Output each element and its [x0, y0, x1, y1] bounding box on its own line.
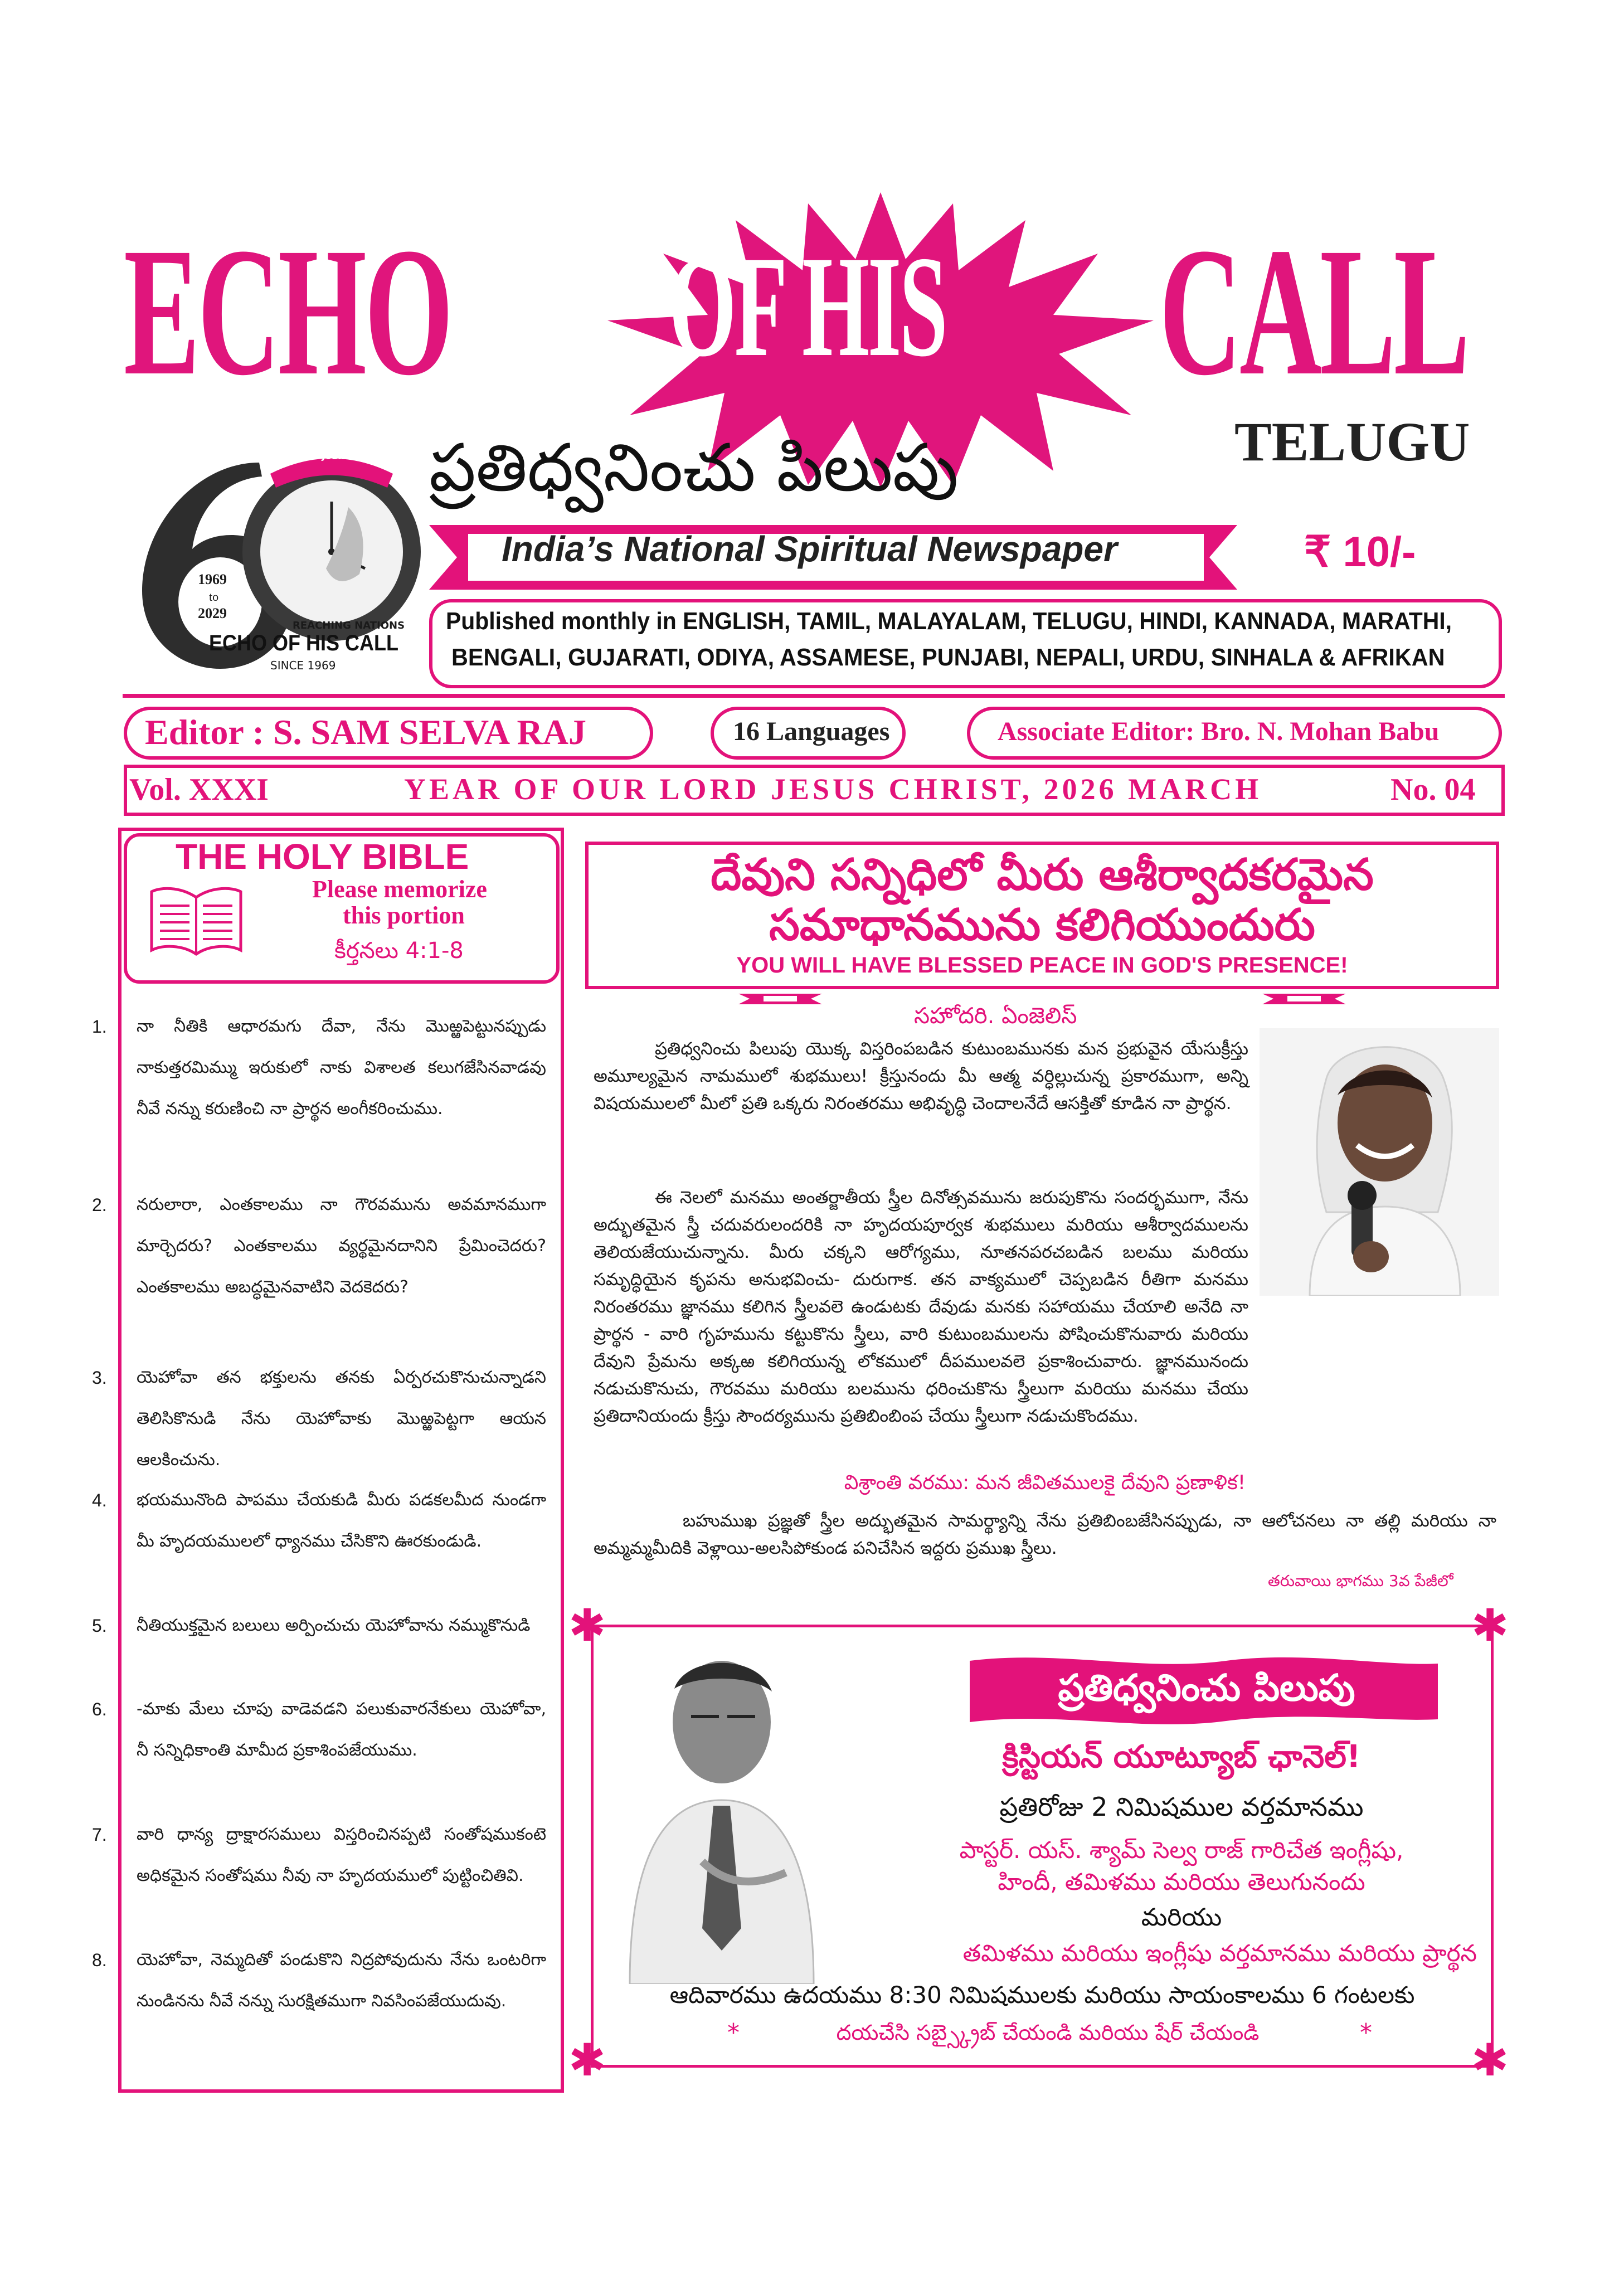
star-icon: ✱: [1471, 1599, 1509, 1651]
languages-line-1: Published monthly in ENGLISH, TAMIL, MALAYALAM, TELUGU, HINDI, KANNADA, MARATHI,: [446, 607, 1452, 635]
continued-note: తరువాయి భాగము 3వ పేజీలో: [1268, 1572, 1453, 1590]
bible-subtitle-2: this portion: [343, 902, 465, 929]
open-book-icon: [146, 881, 246, 959]
headline-line-1: దేవుని సన్నిధిలో మీరు ఆశీర్వాదకరమైన: [711, 850, 1374, 900]
verse-4: [92, 1480, 546, 1562]
channel-tamil-english: తమిళము మరియు ఇంగ్లీషు వర్తమానము మరియు ప్రార్థన: [962, 1939, 1477, 1967]
verse-text: నీతియుక్తమైన బలులు అర్పించుచు యెహోవాను నమ్ముకొనుడి: [137, 1616, 531, 1635]
verse-number: 5.: [92, 1616, 107, 1636]
jubilee-banner: DIAMOND JUBILEE: [273, 451, 358, 461]
verse-3: [92, 1357, 546, 1481]
headline-english: YOU WILL HAVE BLESSED PEACE IN GOD'S PRESENCE!: [736, 953, 1348, 978]
issue-year: YEAR OF OUR LORD JESUS CHRIST, 2026 MARCH: [404, 772, 1262, 806]
bible-title: THE HOLY BIBLE: [176, 837, 469, 877]
bible-subtitle-1: Please memorize: [312, 876, 487, 903]
star-icon: ✱: [568, 2034, 606, 2086]
verse-6: [92, 1689, 546, 1771]
verse-7: [92, 1814, 546, 1897]
ornament-left: [738, 989, 822, 1009]
article-body-main: [594, 1184, 1496, 1430]
article-paragraph-3: బహుముఖ ప్రజ్ఞతో స్త్రీల అద్భుతమైన సామర్థ్యాన్ని నేను ప్రతిబింబజేసినప్పుడు, నా ఆలోచనలు నా తల్లి మరియు నా అమ్మమ్మమీదికి వెళ్లాయి-అలసిపోకుండ పనిచేసిన ఇద్దరు ప్రముఖ స్త్రీలు.: [594, 1511, 1496, 1558]
verse-number: 1.: [92, 1017, 107, 1037]
jubilee-name: ECHO OF HIS CALL: [209, 631, 399, 655]
subscribe-star-icon: *: [727, 2019, 740, 2047]
verse-number: 3.: [92, 1368, 107, 1388]
verse-number: 4.: [92, 1490, 107, 1510]
verse-text: యెహోవా, నెమ్మదితో పండుకొని నిద్రపోవుదును నేను ఒంటరిగా నుండినను నీవే నన్ను సురక్షితముగా నివసింపజేయుదువు.: [137, 1950, 546, 2011]
verse-text: నరులారా, ఎంతకాలము నా గౌరవమును అవమానముగా మార్చెదరు? ఎంతకాలము వ్యర్థమైనదానిని ప్రేమించెదరు? ఎంతకాలము అబద్ధమైనవాటిని వెదకెదరు?: [137, 1195, 546, 1297]
verse-number: 7.: [92, 1825, 107, 1845]
jubilee-years-end: 2029: [198, 605, 227, 621]
verse-5: [92, 1605, 546, 1646]
channel-subscribe: దయచేసి సబ్స్క్రైబ్ చేయండి మరియు షేర్ చేయండి: [836, 2020, 1260, 2045]
pastor-photo: [607, 1639, 847, 1984]
verse-text: యెహోవా తన భక్తులను తనకు ఏర్పరచుకొనుచున్నాడని తెలిసికొనుడి నేను యెహోవాకు మొఱ్ఱపెట్టగా ఆయన ఆలకించును.: [137, 1368, 546, 1470]
jubilee-reaching: REACHING NATIONS: [293, 620, 405, 631]
bible-reference: కీర్తనలు 4:1-8: [334, 938, 464, 964]
masthead-echo: ECHO: [124, 210, 451, 414]
channel-pastor-line-2: హిందీ, తమిళము మరియు తెలుగునందు: [998, 1868, 1365, 1895]
verse-text: భయమునొంది పాపము చేయకుడి మీరు పడకలమీద నుండగా మీ హృదయములలో ధ్యానము చేసికొని ఊరకుండుడి.: [137, 1490, 546, 1551]
editor-name: Editor : S. SAM SELVA RAJ: [145, 712, 586, 752]
channel-name: క్రిస్టియన్ యూట్యూబ్ ఛానెల్!: [1002, 1739, 1361, 1775]
headline-line-2: సమాధానమును కలిగియుందురు: [769, 900, 1315, 950]
jubilee-since: SINCE 1969: [270, 659, 336, 672]
verse-8: [92, 1939, 546, 2022]
jubilee-years-from: 1969: [198, 571, 227, 587]
languages-count: 16 Languages: [733, 717, 890, 746]
tagline: India’s National Spiritual Newspaper: [502, 529, 1117, 569]
masthead-of-his: OF HIS: [669, 226, 946, 387]
verse-1: [92, 1006, 546, 1130]
verse-text: వారి ధాన్య ద్రాక్షారసములు విస్తరించినప్పటి సంతోషముకంటె అధికమైన సంతోషము నీవు నా హృదయములో పుట్టించితివి.: [137, 1825, 546, 1885]
channel-sunday: ఆదివారము ఉదయము 8:30 నిమిషములకు మరియు సాయంకాలము 6 గంటలకు: [669, 1981, 1415, 2009]
edition-label: TELUGU: [1234, 411, 1470, 473]
verse-2: [92, 1184, 546, 1308]
channel-banner-text: ప్రతిధ్వనించు పిలుపు: [1058, 1666, 1355, 1709]
article-paragraph-2: ఈ నెలలో మనము అంతర్జాతీయ స్త్రీల దినోత్సవమును జరుపుకొను సందర్భముగా, నేను అద్భుతమైన స్త్రీ చదువరులందరికి నా హృదయపూర్వక శుభములు మరియు ఆశీర్వాదములను తెలియజేయుచున్నాను. మీరు చక్కని ఆరోగ్యము, నూతనపరచబడిన బలము మరియు సమృద్ధియైన కృపను అనుభవించు- దురుగాక. తన వాక్యములో చెప్పబడిన రీతిగా మనము నిరంతరము జ్ఞానము కలిగిన స్త్రీలవలె ఉండుటకు దేవుడు మనకు సహాయము చేయాలి అనేది నా ప్రార్థన - వారి గృహమును కట్టుకొను స్త్రీలు, వారి కుటుంబములను పోషించుకొనువారు మరియు దేవుని ప్రేమను అక్కఱ కలిగియున్న లోకములో దీపములవలె ప్రకాశించువారు. జ్ఞానమునందు నడుచుకొనుచు, గౌరవము మరియు బలమును ధరించుకొను స్త్రీలుగా మరియు మనము చేయు ప్రతిదానియందు క్రీస్తు సౌందర్యమును ప్రతిబింబింప చేయు స్త్రీలుగా నడుచుకొందము.: [594, 1188, 1248, 1426]
star-icon: ✱: [568, 1599, 606, 1651]
telugu-title: ప్రతిధ్వనించు పిలుపు: [429, 429, 959, 506]
channel-and: మరియు: [1141, 1903, 1222, 1932]
issue-number: No. 04: [1390, 772, 1476, 807]
channel-pastor-line-1: పాస్టర్. యస్. శ్యామ్ సెల్వ రాజ్ గారిచేత ఇంగ్లీషు,: [959, 1836, 1404, 1864]
jubilee-years-to: to: [209, 590, 219, 604]
verse-text: నా నీతికి ఆధారమగు దేవా, నేను మొఱ్ఱపెట్టునప్పుడు నాకుత్తరమిమ్ము ఇరుకులో నాకు విశాలత కలుగజేసినవాడవు నీవే నన్ను కరుణించి నా ప్రార్థన అంగీకరించుము.: [137, 1017, 546, 1119]
article-body-top: [594, 1035, 1248, 1117]
verse-number: 8.: [92, 1950, 107, 1970]
subscribe-star-icon: *: [1360, 2019, 1372, 2047]
ornament-right: [1262, 989, 1346, 1009]
verse-number: 6.: [92, 1699, 107, 1719]
article-paragraph-1: ప్రతిధ్వనించు పిలుపు యొక్క విస్తరింపబడిన కుటుంబమునకు మన ప్రభువైన యేసుక్రీస్తు అమూల్యమైన నామములో శుభములు! క్రీస్తునందు మీ ఆత్మ వర్ధిల్లుచున్న ప్రకారముగా, అన్ని విషయములలో మీలో ప్రతి ఒక్కరు నిరంతరము అభివృద్ధి చెందాలనేదే ఆసక్తితో కూడిన నా ప్రార్థన.: [594, 1039, 1248, 1114]
associate-editor: Associate Editor: Bro. N. Mohan Babu: [998, 717, 1440, 746]
article-subhead: విశ్రాంతి వరము: మన జీవితములకై దేవుని ప్రణాళిక!: [844, 1471, 1246, 1494]
verse-text: -మాకు మేలు చూపు వాడెవడని పలుకువారనేకులు యెహోవా, నీ సన్నిధికాంతి మామీద ప్రకాశింపజేయుము.: [137, 1699, 546, 1760]
verse-number: 2.: [92, 1195, 107, 1215]
volume: Vol. XXXI: [129, 772, 269, 807]
masthead-call: CALL: [1159, 210, 1468, 414]
price: ₹ 10/-: [1304, 528, 1416, 576]
article-author: సహోదరి. ఏంజెలిస్: [914, 1003, 1077, 1029]
channel-daily: ప్రతిరోజు 2 నిమిషముల వర్తమానము: [999, 1792, 1364, 1822]
languages-line-2: BENGALI, GUJARATI, ODIYA, ASSAMESE, PUNJABI, NEPALI, URDU, SINHALA & AFRIKAN: [451, 644, 1445, 671]
star-icon: ✱: [1471, 2034, 1509, 2086]
article-body-end: [594, 1508, 1496, 1562]
jubilee-logo: [131, 440, 421, 674]
masthead-divider: [123, 694, 1505, 698]
